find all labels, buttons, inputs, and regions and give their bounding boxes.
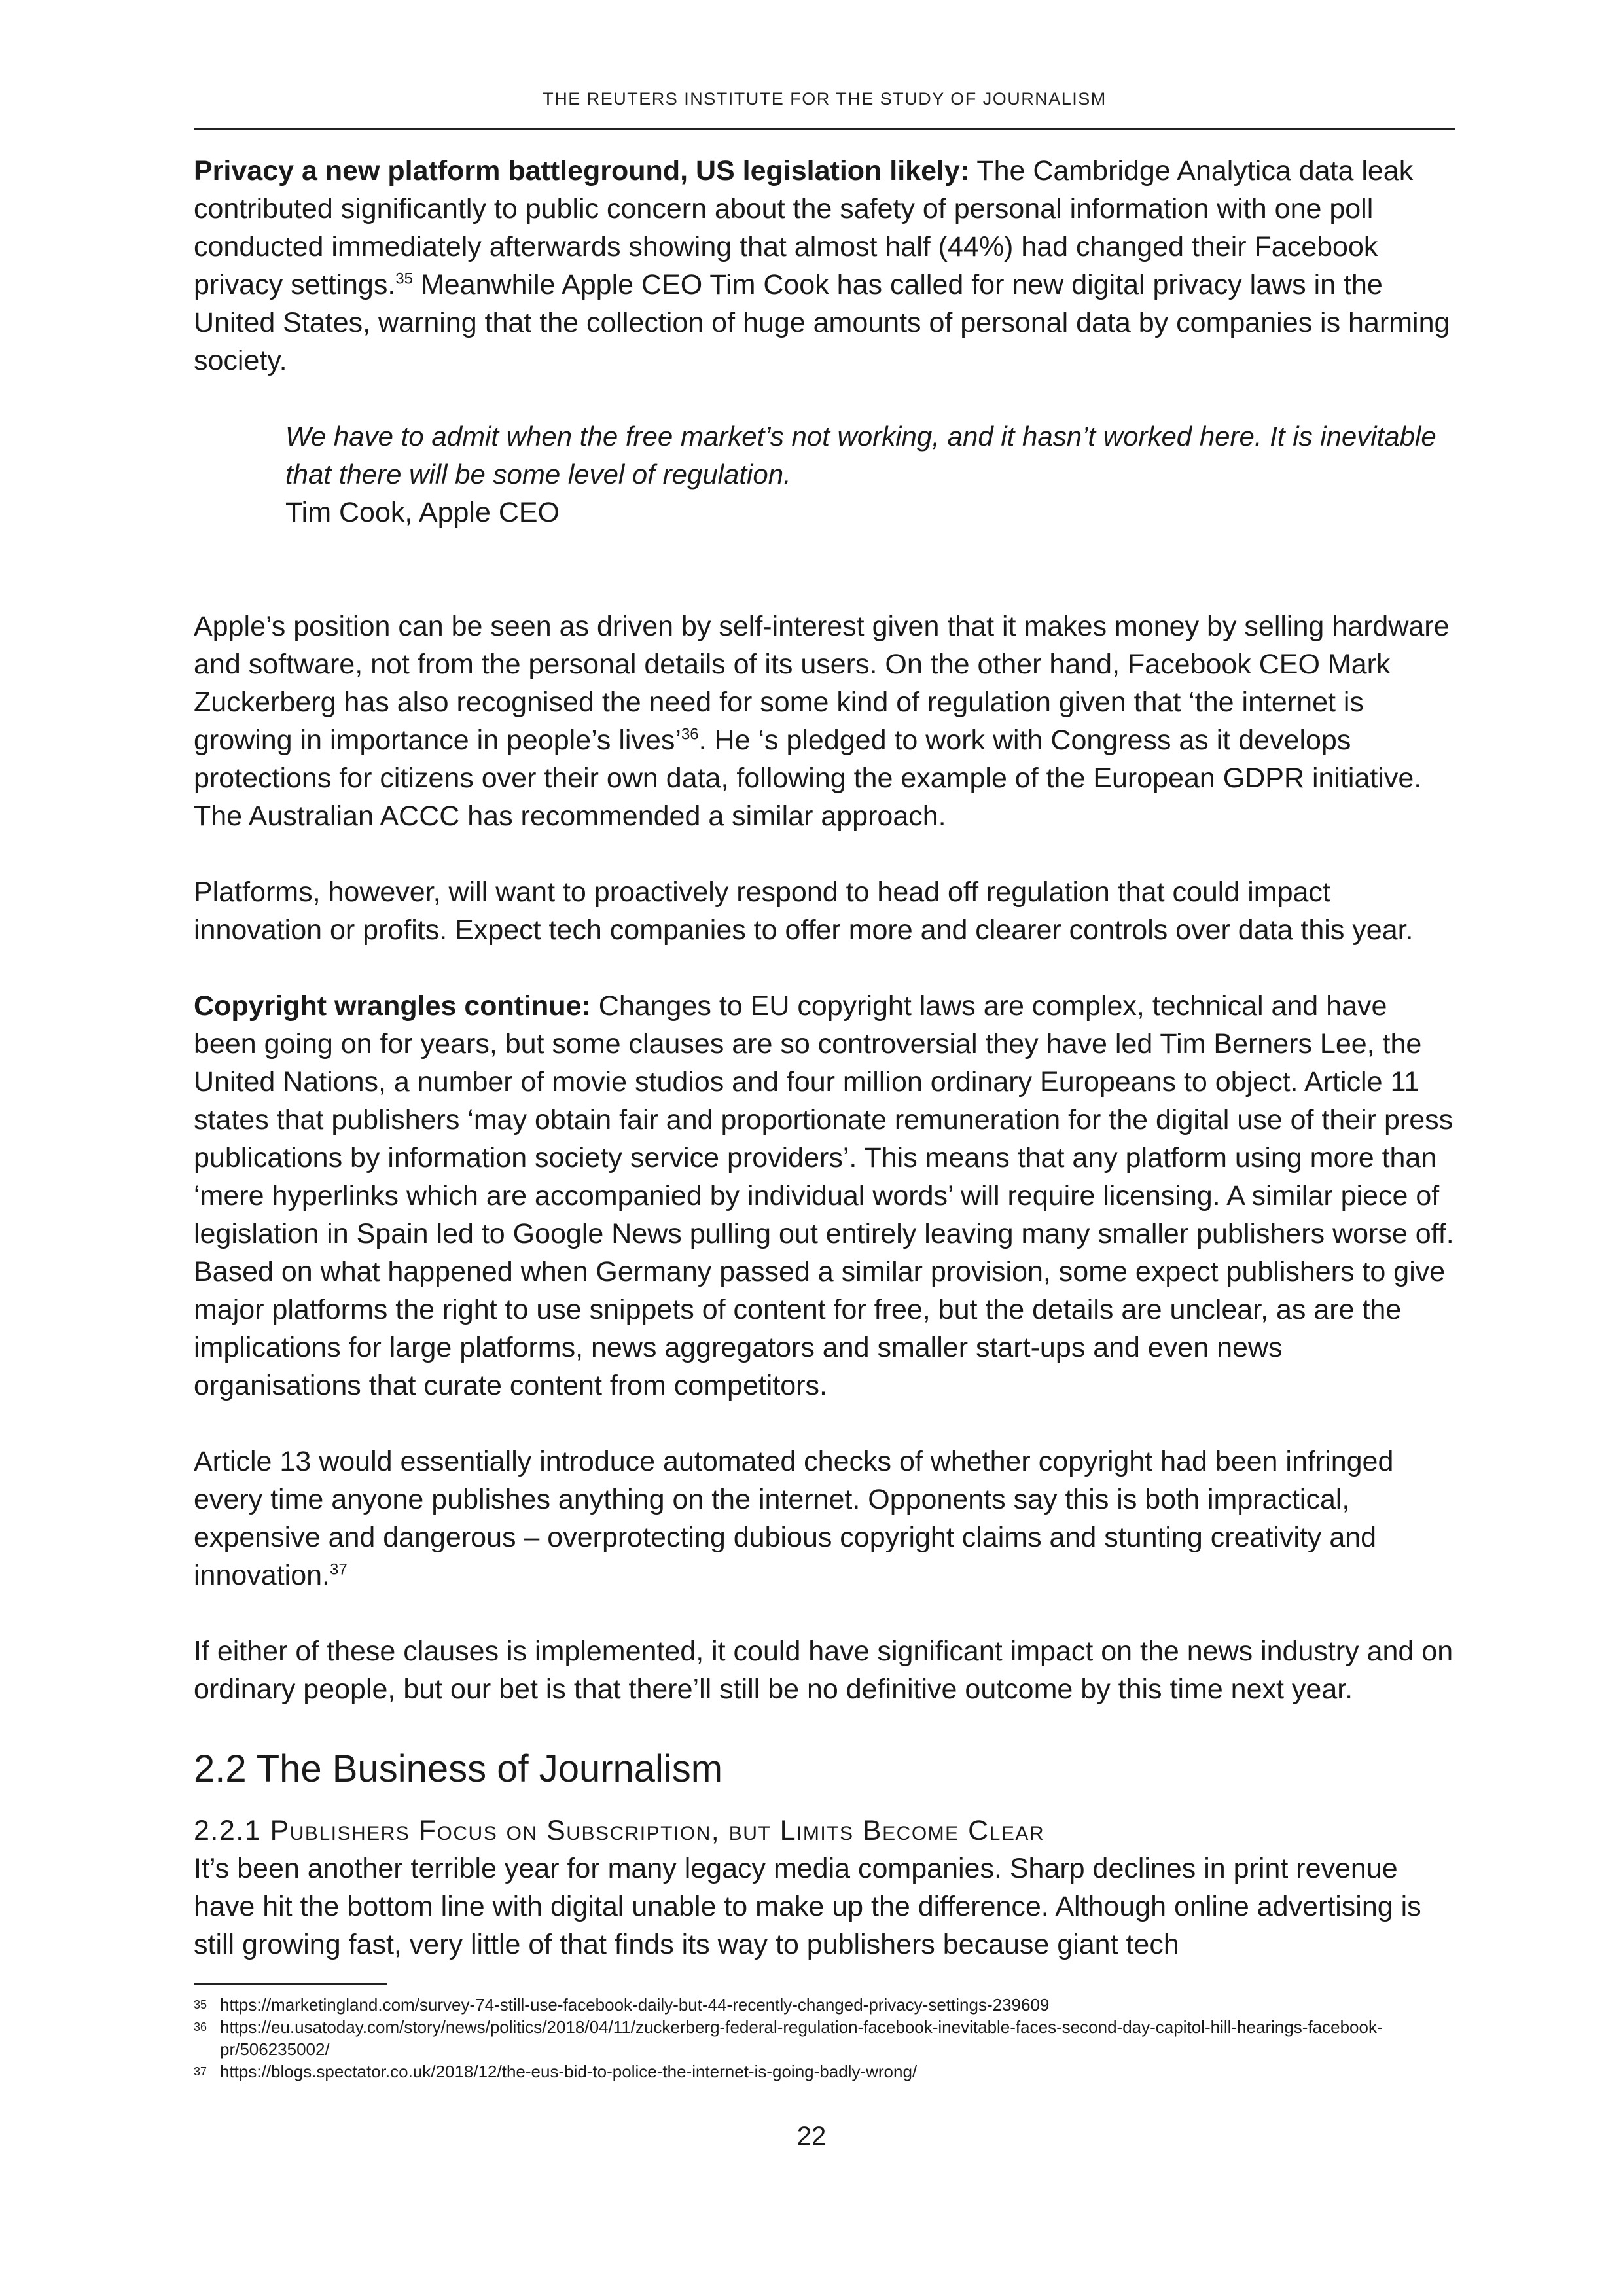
main-content <box>194 152 1455 1964</box>
apple-paragraph <box>194 607 1455 835</box>
footnote-link[interactable]: https://marketingland.com/survey-74-still-use-facebook-daily-but-44-recently-changed-privacy-settings-239609 <box>220 1995 1050 2015</box>
privacy-heading: Privacy a new platform battleground, US legislation likely: <box>194 155 970 187</box>
apple-text-2: . He ‘s pledged to work with Congress as it develops protections for citizens over their own data, following the example of the European GDPR initiative. The Australian ACCC has recommended a similar approach. <box>194 725 1422 832</box>
privacy-text-1: The Cambridge Analytica data leak contributed significantly to public concern about the safety of personal information with one poll conducted immediately afterwards showing that almost half (44%) had changed their Facebook privacy settings. <box>194 155 1414 300</box>
footnote-link[interactable]: https://blogs.spectator.co.uk/2018/12/the-eus-bid-to-police-the-internet-is-going-badly-wrong/ <box>220 2062 918 2081</box>
apple-text-1: Apple’s position can be seen as driven by self-interest given that it makes money by selling hardware and software, not from the personal details of its users. On the other hand, Facebook CEO Mark Zuckerberg has also recognised the need for some kind of regulation given that ‘the internet is growing in importance in people’s lives’ <box>194 611 1450 756</box>
footnote-ref-36[interactable]: 36 <box>681 725 699 744</box>
footnote-number: 36 <box>194 2020 207 2034</box>
header-divider <box>194 128 1455 130</box>
article13-paragraph <box>194 1443 1455 1594</box>
footnote-divider <box>194 1983 387 1985</box>
page-number: 22 <box>796 2122 827 2151</box>
footnote-number: 37 <box>194 2065 207 2078</box>
footnote-35 <box>194 1994 1455 2016</box>
footnote-ref-35[interactable]: 35 <box>395 270 413 288</box>
copyright-heading: Copyright wrangles continue: <box>194 990 591 1022</box>
footnote-37 <box>194 2060 1455 2083</box>
platforms-paragraph: Platforms, however, will want to proactively respond to head off regulation that could impact innovation or profits. Expect tech companies to offer more and clearer controls over data this year. <box>194 876 1414 946</box>
footnote-ref-37[interactable]: 37 <box>330 1560 348 1579</box>
quote-text: We have to admit when the free market’s not working, and it hasn’t worked here. It is inevitable that there will be some level of regulation. <box>285 421 1436 490</box>
copyright-text: Changes to EU copyright laws are complex, technical and have been going on for years, but some clauses are so controversial they have led Tim Berners Lee, the United Nations, a number of movie studios and four million ordinary Europeans to object. Article 11 states that publishers ‘may obtain fair and proportionate remuneration for the digital use of their press publications by information society service providers’. This means that any platform using more than ‘mere hyperlinks which are accompanied by individual words’ will require licensing. A similar piece of legislation in Spain led to Google News pulling out entirely leaving many smaller publishers worse off. Based on what happened when Germany passed a similar provision, some expect publishers to give major platforms the right to use snippets of content for free, but the details are unclear, as are the implications for large platforms, news aggregators and smaller start-ups and even news organisations that curate content from competitors. <box>194 990 1454 1401</box>
footnote-link[interactable]: https://eu.usatoday.com/story/news/politics/2018/04/11/zuckerberg-federal-regulation-facebook-inevitable-faces-second-day-capitol-hill-hearings-facebook-pr/506235002/ <box>220 2017 1383 2059</box>
footnotes <box>194 1994 1455 2083</box>
section-heading: 2.2 The Business of Journalism <box>194 1748 723 1790</box>
clauses-paragraph: If either of these clauses is implemented, it could have significant impact on the news industry and on ordinary people, but our bet is that there’ll still be no definitive outcome by this time next year. <box>194 1636 1454 1705</box>
block-quote <box>285 418 1455 531</box>
footnote-number: 35 <box>194 1998 207 2011</box>
business-paragraph: It’s been another terrible year for many legacy media companies. Sharp declines in print revenue have hit the bottom line with digital unable to make up the difference. Although online advertising is still growing fast, very little of that finds its way to publishers because giant tech <box>194 1853 1421 1960</box>
copyright-paragraph <box>194 987 1455 1405</box>
quote-attribution: Tim Cook, Apple CEO <box>285 497 560 528</box>
running-header: THE REUTERS INSTITUTE FOR THE STUDY OF JOURNALISM <box>543 89 1107 109</box>
article13-text: Article 13 would essentially introduce automated checks of whether copyright had been infringed every time anyone publishes anything on the internet. Opponents say this is both impractical, expensive and dangerous – overprotecting dubious copyright claims and stunting creativity and innovation. <box>194 1446 1394 1591</box>
subsection-heading: 2.2.1 Publishers Focus on Subscription, but Limits Become Clear <box>194 1815 1045 1846</box>
privacy-paragraph <box>194 152 1455 380</box>
privacy-text-2: Meanwhile Apple CEO Tim Cook has called for new digital privacy laws in the United States, warning that the collection of huge amounts of personal data by companies is harming society. <box>194 269 1450 376</box>
footnote-36 <box>194 2016 1455 2060</box>
